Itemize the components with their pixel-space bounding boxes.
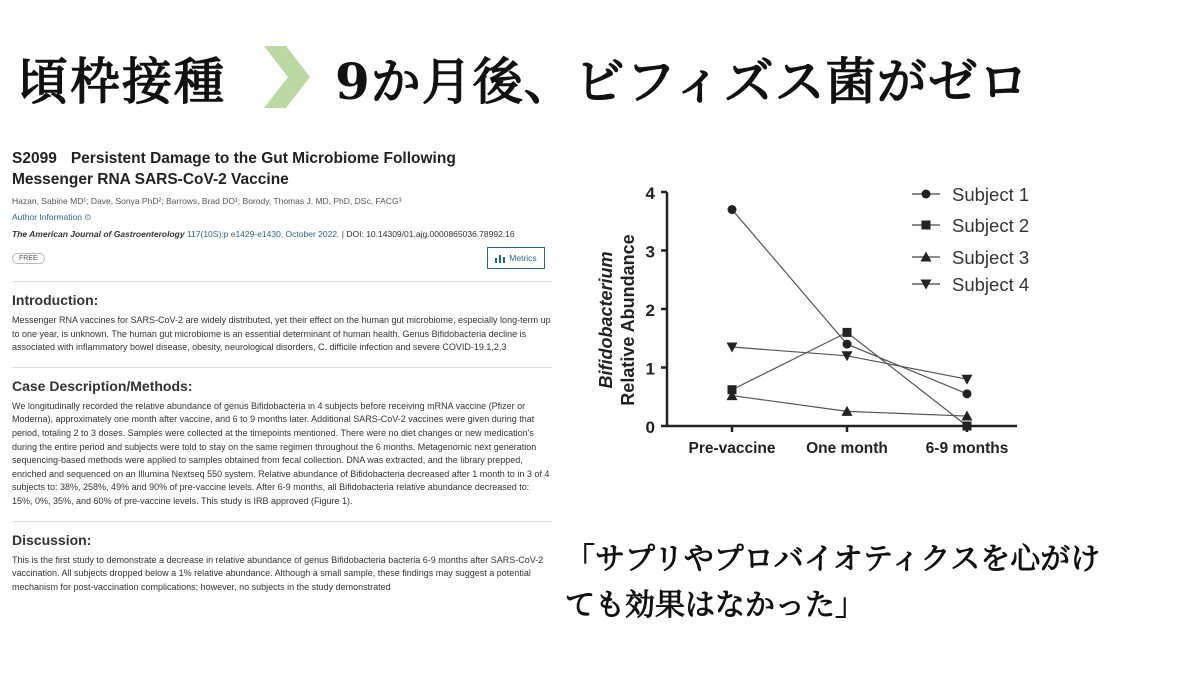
legend-label: Subject 2 [952, 215, 1030, 236]
quote-line1: 「サプリやプロバイオティクスを心がけ [565, 542, 1101, 577]
series-line-subject-1 [732, 210, 967, 394]
section-text-introduction: Messenger RNA vaccines for SARS-CoV-2 are widely distributed, yet their effect on the human gut microbiome, especially long-term up to one year, is unknown. The human gut microbiome is an essential determinant of human health. Genus Bifidobacteria decline is associated with inflammatory bowel disease, obesity, neurological disorders, C. difficile infection and severe COVID-19.1,2,3 [12, 315, 551, 353]
y-tick-label: 1 [645, 359, 655, 379]
paper-title-line2: Messenger RNA SARS-CoV-2 Vaccine [12, 171, 289, 188]
paper-title-line1: Persistent Damage to the Gut Microbiome Following [70, 150, 456, 167]
section-text-methods: We longitudinally recorded the relative abundance of genus Bifidobacteria in 4 subjects before receiving mRNA vaccine (Pfizer or Moderna), approximately one month after vaccine, and 6 to 9 months later. Additional SARS-CoV-2 vaccines were given during that period, totaling 2 to 3 doses. Samples were collected at the timepoints mentioned. There were no diet changes or new medication's during the entire period and subjects were told to stay on the same regimen throughout the 6 months. Metagenomic next generation sequencing-based methods were applied to samples obtained from fecal collection. DNA was extracted, and the library prepped, enriched and sequenced on an Illumina Nextseq 550 system. Relative abundance of Bifidobacteria decreased after 1 month to in 3 of 4 subjects to: 38%, 258%, 49% and 90% of pre-vaccine levels. After 6-9 months, all Bifidobacteria relative abundance decreased to: 15%, 0%, 35%, and 60% of pre-vaccine levels. This study is IRB approved (Figure 1). [12, 400, 550, 506]
x-tick-label: Pre-vaccine [688, 440, 776, 457]
bar-chart-icon [495, 254, 505, 263]
paper-abstract [12, 148, 552, 668]
journal-citation [12, 229, 552, 239]
y-tick-label: 0 [645, 418, 655, 437]
quote-text [565, 537, 1195, 629]
bifidobacterium-chart [592, 180, 1052, 480]
legend-label: Subject 4 [952, 274, 1030, 295]
y-tick-label: 2 [645, 301, 655, 320]
author-information-link[interactable]: Author Information ⊙ [12, 212, 92, 222]
chevron-right-icon [262, 44, 312, 110]
data-point-subject-4 [962, 375, 973, 385]
legend-label: Subject 3 [952, 247, 1030, 268]
paper-code: S2099 [12, 150, 57, 167]
y-tick-label: 4 [645, 184, 655, 203]
metrics-button[interactable] [487, 247, 545, 269]
legend-marker [922, 190, 931, 199]
section-heading-introduction: Introduction: [12, 281, 552, 308]
journal-ref-link[interactable]: 117(10S):p e1429-e1430, October 2022. [186, 229, 340, 239]
journal-name: The American Journal of Gastroenterology [12, 229, 185, 239]
y-axis-label-line2: Relative Abundance [618, 234, 638, 406]
metrics-label: Metrics [509, 253, 537, 263]
x-tick-label: 6-9 months [925, 440, 1009, 457]
y-tick-label: 3 [645, 242, 655, 262]
legend-label: Subject 1 [952, 184, 1030, 205]
legend-marker [922, 221, 931, 230]
journal-doi: | DOI: 10.14309/01.ajg.0000865036.78992.16 [341, 229, 515, 239]
section-heading-discussion: Discussion: [12, 521, 552, 548]
x-tick-label: One month [806, 440, 888, 457]
y-axis-label-line1: Bifidobacterium [596, 251, 616, 389]
section-heading-methods: Case Description/Methods: [12, 367, 552, 394]
section-text-discussion: This is the first study to demonstrate a decrease in relative abundance of genus Bifidobacteria bacteria 6-9 months after SARS-CoV-2 vaccination. All subjects dropped below a 1% relative abundance. Although a small sample, these findings may suggest a potential mechanism for post-vaccination complications; however, no subjects in the study demonstrated [12, 554, 544, 592]
data-point-subject-2 [843, 328, 852, 337]
free-badge: FREE [12, 253, 45, 264]
quote-line2: ても効果はなかった」 [565, 588, 865, 623]
data-point-subject-1 [843, 340, 852, 349]
badge-row [12, 247, 552, 273]
heading-right: 9か月後、ビフィズス菌がゼロ [335, 52, 1030, 111]
data-point-subject-2 [963, 422, 972, 431]
data-point-subject-1 [728, 205, 737, 214]
paper-authors: Hazan, Sabine MD¹; Dave, Sonya PhD²; Barrows, Brad DO¹; Borody, Thomas J. MD, PhD, DSc, FACG³ [12, 196, 402, 206]
heading-left: 頃枠接種 [18, 52, 226, 111]
data-point-subject-1 [963, 389, 972, 398]
paper-title [12, 148, 552, 190]
